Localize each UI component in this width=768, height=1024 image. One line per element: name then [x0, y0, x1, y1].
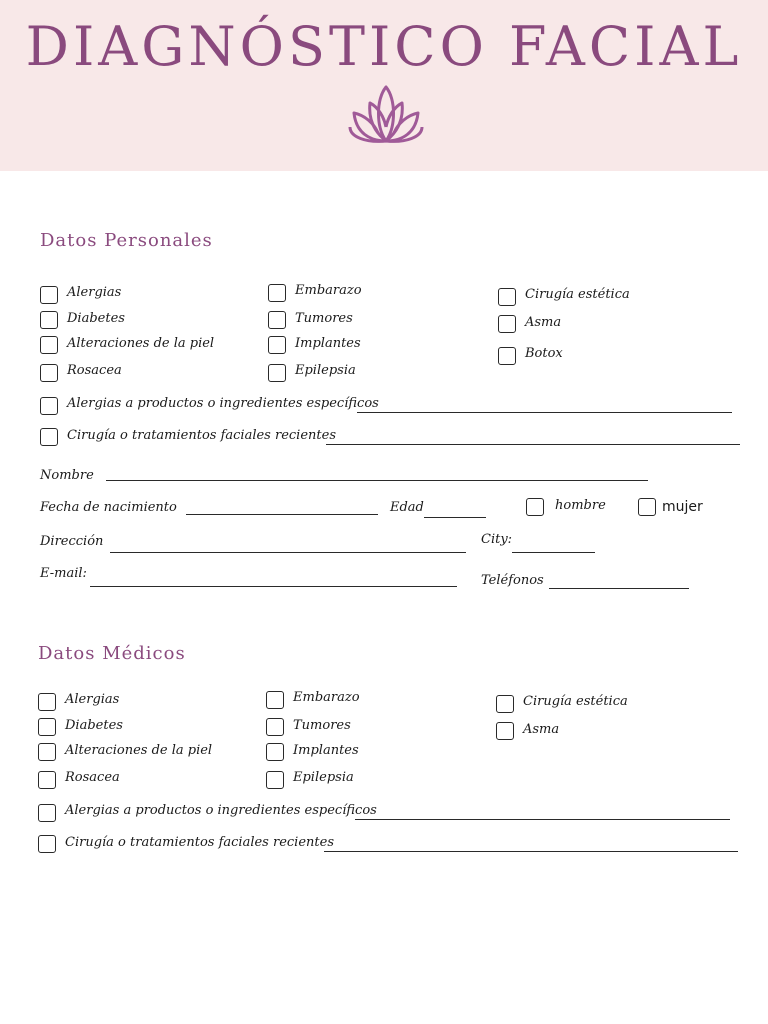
label-edad: Edad	[390, 500, 424, 515]
checkbox-medical-embarazo[interactable]	[266, 691, 284, 709]
checkbox-mujer[interactable]	[638, 498, 656, 516]
label-nombre: Nombre	[40, 468, 94, 483]
label-personal-rosacea: Rosacea	[67, 363, 122, 378]
label-personal-epilepsia: Epilepsia	[295, 363, 356, 378]
checkbox-hombre[interactable]	[526, 498, 544, 516]
checkbox-medical-asma[interactable]	[496, 722, 514, 740]
label-personal-tumores: Tumores	[295, 311, 353, 326]
checkbox-personal-alergias-productos[interactable]	[40, 397, 58, 415]
label-medical-cirugia-estetica: Cirugía estética	[523, 694, 628, 709]
label-medical-diabetes: Diabetes	[65, 718, 123, 733]
label-medical-epilepsia: Epilepsia	[293, 770, 354, 785]
checkbox-personal-rosacea[interactable]	[40, 364, 58, 382]
section-title-personal: Datos Personales	[40, 230, 213, 251]
checkbox-medical-implantes[interactable]	[266, 743, 284, 761]
label-mujer: mujer	[662, 499, 703, 515]
label-telefonos: Teléfonos	[481, 573, 544, 588]
checkbox-personal-asma[interactable]	[498, 315, 516, 333]
checkbox-personal-embarazo[interactable]	[268, 284, 286, 302]
checkbox-medical-alteraciones[interactable]	[38, 743, 56, 761]
checkbox-personal-implantes[interactable]	[268, 336, 286, 354]
checkbox-medical-alergias[interactable]	[38, 693, 56, 711]
age-field[interactable]	[424, 517, 486, 518]
label-medical-alergias-productos: Alergias a productos o ingredientes específicos	[65, 803, 377, 818]
label-personal-alergias-productos: Alergias a productos o ingredientes específicos	[67, 396, 379, 411]
city-field[interactable]	[512, 552, 595, 553]
checkbox-personal-alteraciones[interactable]	[40, 336, 58, 354]
address-field[interactable]	[110, 552, 466, 553]
label-personal-cirugia-reciente: Cirugía o tratamientos faciales recientes	[67, 428, 336, 443]
phones-field[interactable]	[549, 588, 689, 589]
label-medical-cirugia-reciente: Cirugía o tratamientos faciales recientes	[65, 835, 334, 850]
header-banner	[0, 0, 768, 171]
label-medical-alergias: Alergias	[65, 692, 120, 707]
section-title-medical: Datos Médicos	[38, 643, 186, 664]
label-medical-rosacea: Rosacea	[65, 770, 120, 785]
label-medical-implantes: Implantes	[293, 743, 359, 758]
checkbox-personal-cirugia-reciente[interactable]	[40, 428, 58, 446]
label-medical-tumores: Tumores	[293, 718, 351, 733]
checkbox-personal-cirugia-estetica[interactable]	[498, 288, 516, 306]
checkbox-medical-diabetes[interactable]	[38, 718, 56, 736]
label-personal-alergias: Alergias	[67, 285, 122, 300]
checkbox-personal-diabetes[interactable]	[40, 311, 58, 329]
checkbox-medical-tumores[interactable]	[266, 718, 284, 736]
medical-alergias-productos-field[interactable]	[355, 819, 730, 820]
personal-alergias-productos-field[interactable]	[357, 412, 732, 413]
email-field[interactable]	[90, 586, 457, 587]
checkbox-personal-epilepsia[interactable]	[268, 364, 286, 382]
checkbox-personal-botox[interactable]	[498, 347, 516, 365]
label-personal-cirugia-estetica: Cirugía estética	[525, 287, 630, 302]
medical-cirugia-reciente-field[interactable]	[324, 851, 738, 852]
label-personal-alteraciones: Alteraciones de la piel	[67, 336, 215, 351]
checkbox-medical-rosacea[interactable]	[38, 771, 56, 789]
label-medical-asma: Asma	[523, 722, 560, 737]
lotus-icon	[346, 83, 426, 147]
label-personal-diabetes: Diabetes	[67, 311, 125, 326]
checkbox-medical-cirugia-reciente[interactable]	[38, 835, 56, 853]
label-personal-embarazo: Embarazo	[295, 283, 362, 298]
checkbox-medical-epilepsia[interactable]	[266, 771, 284, 789]
checkbox-medical-alergias-productos[interactable]	[38, 804, 56, 822]
birthdate-field[interactable]	[186, 514, 378, 515]
page-title: DIAGNÓSTICO FACIAL	[25, 15, 743, 78]
label-fecha-nacimiento: Fecha de nacimiento	[40, 500, 177, 515]
label-hombre: hombre	[555, 498, 606, 513]
checkbox-medical-cirugia-estetica[interactable]	[496, 695, 514, 713]
label-personal-botox: Botox	[525, 346, 563, 361]
checkbox-personal-tumores[interactable]	[268, 311, 286, 329]
label-medical-alteraciones: Alteraciones de la piel	[65, 743, 213, 758]
personal-cirugia-reciente-field[interactable]	[326, 444, 740, 445]
label-direccion: Dirección	[40, 534, 104, 549]
name-field[interactable]	[106, 480, 648, 481]
label-medical-embarazo: Embarazo	[293, 690, 360, 705]
label-personal-asma: Asma	[525, 315, 562, 330]
label-city: City:	[481, 532, 513, 547]
label-email: E-mail:	[40, 566, 87, 581]
checkbox-personal-alergias[interactable]	[40, 286, 58, 304]
label-personal-implantes: Implantes	[295, 336, 361, 351]
